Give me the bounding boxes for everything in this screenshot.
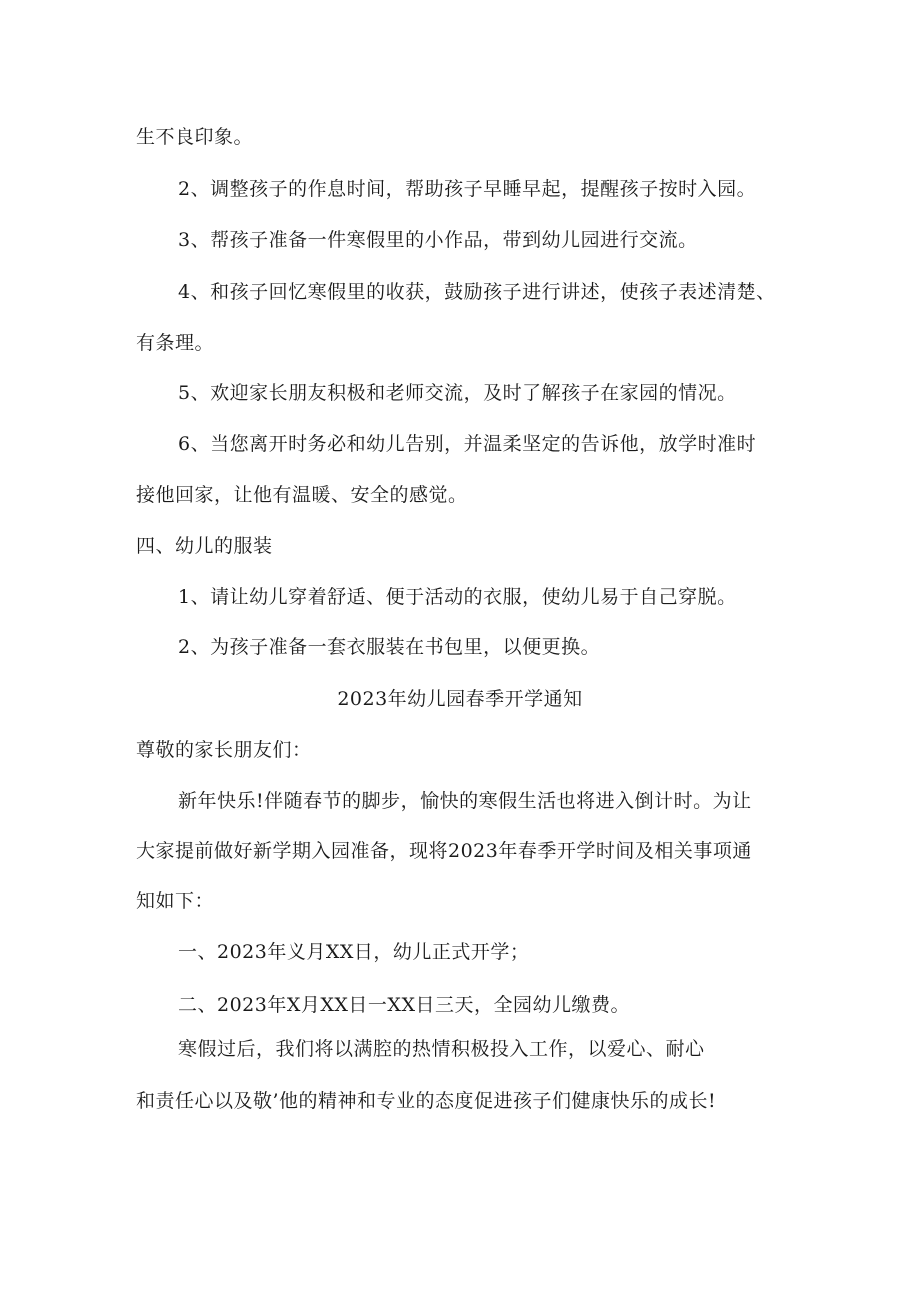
notice-title: 2023年幼儿园春季开学通知 — [337, 688, 583, 710]
list-item-communicate-teacher: 5、欢迎家长朋友积极和老师交流，及时了解孩子在家园的情况。 — [178, 382, 737, 404]
list-item-say-goodbye: 6、当您离开时务必和幼儿告别，并温柔坚定的告诉他，放学时准时 — [178, 433, 757, 455]
list-item-recall-harvest: 4、和孩子回忆寒假里的收获，鼓励孩子进行讲述，使孩子表述清楚、 — [178, 281, 776, 303]
list-item-comfortable-clothes: 1、请让幼儿穿着舒适、便于活动的衣服，使幼儿易于自己穿脱。 — [178, 586, 737, 608]
paragraph-line: 寒假过后，我们将以满腔的热情积极投入工作，以爱心、耐心 — [178, 1038, 705, 1060]
paragraph-line: 接他回家，让他有温暖、安全的感觉。 — [136, 484, 468, 506]
paragraph-line: 生不良印象。 — [136, 126, 254, 148]
salutation: 尊敬的家长朋友们： — [136, 739, 312, 761]
paragraph-line: 大家提前做好新学期入园准备，现将2023年春季开学时间及相关事项通 — [136, 840, 752, 862]
paragraph-line: 有条理。 — [136, 332, 215, 354]
paragraph-line: 新年快乐!伴随春节的脚步，愉快的寒假生活也将进入倒计时。为让 — [178, 790, 752, 812]
list-item-spare-clothes: 2、为孩子准备一套衣服装在书包里，以便更换。 — [178, 636, 601, 658]
list-item-winter-artwork: 3、帮孩子准备一件寒假里的小作品，带到幼儿园进行交流。 — [178, 229, 698, 251]
list-item-adjust-schedule: 2、调整孩子的作息时间，帮助孩子早睡早起，提醒孩子按时入园。 — [178, 178, 757, 200]
list-item-fee-payment: 二、2023年X月XX日一XX日三天，全园幼儿缴费。 — [178, 994, 630, 1016]
paragraph-line: 知如下： — [136, 890, 215, 912]
list-item-school-start: 一、2023年义月XX日，幼儿正式开学； — [178, 941, 530, 963]
paragraph-line: 和责任心以及敬’他的精神和专业的态度促进孩子们健康快乐的成长! — [136, 1090, 717, 1112]
section-heading-clothing: 四、幼儿的服装 — [136, 535, 273, 557]
